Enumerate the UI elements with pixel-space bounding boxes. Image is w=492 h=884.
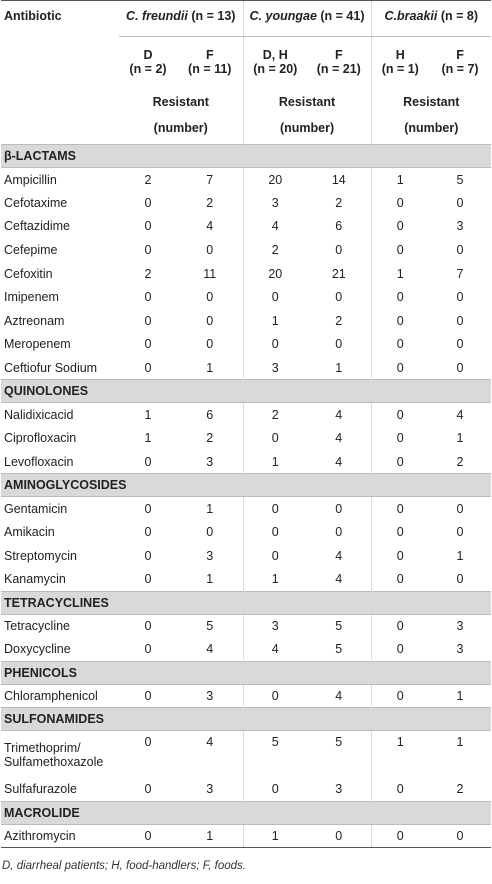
antibiotic-label: Cefotaxime [4, 195, 68, 210]
group-header-row [1, 591, 491, 614]
value-cell: 1 [177, 824, 243, 848]
value-cell: 1 [243, 567, 307, 591]
group-header-row [1, 474, 491, 497]
resistant-label: Resistant [278, 95, 336, 110]
value-cell: 0 [371, 567, 429, 591]
number-label: (number) [153, 121, 208, 136]
subgroup-code: F [334, 47, 343, 62]
number-label: (number) [404, 121, 459, 136]
value-cell: 0 [119, 824, 177, 848]
antibiotic-name [1, 285, 119, 309]
value-cell: 2 [206, 431, 214, 446]
value-cell: 3 [206, 782, 214, 797]
value-cell: 1 [206, 501, 214, 516]
value-cell: 2 [456, 454, 464, 469]
table-row [1, 731, 491, 778]
table-row [1, 520, 491, 544]
value-cell: 0 [144, 735, 152, 750]
value-cell: 0 [456, 243, 464, 258]
antibiotic-label: Streptomycin [4, 548, 77, 563]
table-row [1, 215, 491, 239]
table-row [1, 567, 491, 591]
antibiotic-name [1, 333, 119, 357]
antibiotic-name [1, 168, 119, 192]
subgroup-header [243, 37, 307, 87]
antibiotic-label: Imipenem [4, 290, 59, 305]
group-header-row [1, 801, 491, 824]
value-cell: 21 [331, 266, 346, 281]
value-cell: 2 [206, 195, 214, 210]
subgroup-n: (n = 1) [381, 61, 419, 76]
value-cell: 3 [456, 219, 464, 234]
species-name: C. youngae [249, 9, 317, 23]
antibiotic-name [1, 403, 119, 427]
value-cell: 1 [456, 431, 464, 446]
table-row [1, 824, 491, 848]
value-cell: 0 [456, 290, 464, 305]
antibiotic-name [1, 215, 119, 239]
antibiotic-name [1, 262, 119, 286]
value-cell: 2 [243, 238, 307, 262]
value-cell: 0 [335, 525, 343, 540]
value-cell: 1 [144, 431, 152, 446]
value-cell: 2 [456, 782, 464, 797]
value-cell: 0 [243, 544, 307, 568]
value-cell: 0 [243, 497, 307, 521]
antibiotic-label: Ceftazidime [4, 219, 70, 234]
species-n: (n = 41) [320, 9, 365, 23]
value-cell: 3 [335, 782, 343, 797]
value-cell: 0 [335, 290, 343, 305]
value-cell: 0 [243, 684, 307, 708]
antibiotic-label: Chloramphenicol [4, 688, 98, 703]
group-title: SULFONAMIDES [1, 708, 491, 731]
value-cell: 0 [371, 614, 429, 638]
antibiotic-name [1, 450, 119, 474]
antibiotic-name [1, 778, 119, 802]
antibiotic-name [1, 824, 119, 848]
resistant-header [243, 87, 371, 145]
group-title: MACROLIDE [1, 801, 491, 824]
table-row [1, 638, 491, 662]
antibiotic-header: Antibiotic [1, 1, 119, 37]
value-cell: 0 [144, 243, 152, 258]
value-cell: 4 [206, 642, 214, 657]
subgroup-header [371, 37, 429, 87]
table-row [1, 614, 491, 638]
value-cell: 1 [371, 262, 429, 286]
antibiotic-label: Kanamycin [4, 571, 66, 586]
value-cell: 3 [206, 548, 214, 563]
value-cell: 0 [456, 195, 464, 210]
subgroup-header [119, 37, 177, 87]
table-row [1, 168, 491, 192]
antibiotic-label: Sulfafurazole [4, 782, 77, 797]
empty-cell [1, 37, 119, 87]
antibiotic-name [1, 731, 119, 778]
subgroup-n: (n = 21) [316, 61, 361, 76]
group-header-row [1, 708, 491, 731]
value-cell: 1 [456, 688, 464, 703]
value-cell: 3 [456, 619, 464, 634]
value-cell: 4 [335, 571, 343, 586]
table-row [1, 497, 491, 521]
value-cell: 4 [243, 215, 307, 239]
value-cell: 4 [335, 407, 343, 422]
antibiotic-label: Gentamicin [4, 501, 68, 516]
value-cell: 1 [243, 824, 307, 848]
table-row [1, 778, 491, 802]
subgroup-n: (n = 2) [129, 61, 167, 76]
value-cell: 5 [335, 735, 343, 750]
value-cell: 0 [456, 501, 464, 516]
value-cell: 0 [456, 337, 464, 352]
antibiotic-label: Trimethoprim/ [4, 740, 81, 755]
value-cell: 1 [335, 360, 343, 375]
value-cell: 1 [144, 407, 152, 422]
value-cell: 0 [206, 337, 214, 352]
group-title: QUINOLONES [1, 380, 491, 403]
value-cell: 0 [144, 501, 152, 516]
group-header-row [1, 661, 491, 684]
table-row [1, 403, 491, 427]
value-cell: 0 [144, 525, 152, 540]
group-header-row [1, 380, 491, 403]
resistant-header [119, 87, 243, 145]
subgroup-header-row [1, 37, 491, 87]
value-cell: 0 [456, 360, 464, 375]
value-cell: 0 [243, 520, 307, 544]
value-cell: 0 [371, 544, 429, 568]
value-cell: 0 [144, 360, 152, 375]
antibiotic-label: Levofloxacin [4, 454, 74, 469]
value-cell: 20 [243, 168, 307, 192]
antibiotic-label: Tetracycline [4, 619, 70, 634]
resistant-header-row [1, 87, 491, 145]
value-cell: 0 [371, 309, 429, 333]
empty-cell [1, 87, 119, 145]
value-cell: 4 [335, 548, 343, 563]
value-cell: 4 [206, 219, 214, 234]
subgroup-header [177, 37, 243, 87]
value-cell: 0 [144, 688, 152, 703]
table-row [1, 191, 491, 215]
antibiotic-name [1, 614, 119, 638]
value-cell: 0 [371, 684, 429, 708]
group-title: AMINOGLYCOSIDES [1, 474, 491, 497]
antibiotic-label: Nalidixicacid [4, 407, 74, 422]
value-cell: 1 [243, 309, 307, 333]
value-cell: 1 [243, 450, 307, 474]
value-cell: 0 [144, 195, 152, 210]
value-cell: 0 [371, 824, 429, 848]
value-cell: 0 [371, 191, 429, 215]
subgroup-code: D, H [262, 47, 288, 62]
subgroup-n: (n = 11) [188, 61, 232, 76]
antibiotic-label: Meropenem [4, 337, 71, 352]
subgroup-code: F [456, 47, 464, 62]
value-cell: 0 [456, 525, 464, 540]
value-cell: 3 [456, 642, 464, 657]
value-cell: 1 [371, 731, 429, 778]
group-title: TETRACYCLINES [1, 591, 491, 614]
antibiotic-label: Ceftiofur Sodium [4, 360, 98, 375]
value-cell: 0 [371, 403, 429, 427]
value-cell: 7 [206, 172, 214, 187]
antibiotic-name [1, 638, 119, 662]
value-cell: 0 [307, 824, 371, 848]
antibiotic-name [1, 191, 119, 215]
species-header [119, 1, 243, 37]
value-cell: 0 [456, 571, 464, 586]
antibiotic-name [1, 544, 119, 568]
value-cell: 4 [456, 407, 464, 422]
value-cell: 0 [371, 333, 429, 357]
value-cell: 0 [206, 243, 214, 258]
subgroup-code: D [143, 47, 153, 62]
value-cell: 3 [206, 688, 214, 703]
value-cell: 4 [335, 688, 343, 703]
value-cell: 0 [144, 313, 152, 328]
value-cell: 4 [206, 735, 214, 750]
table-row [1, 356, 491, 380]
subgroup-n: (n = 20) [253, 61, 298, 76]
footnote: D, diarrheal patients; H, food-handlers; F, foods. [2, 860, 246, 873]
value-cell: 0 [144, 571, 152, 586]
subgroup-n: (n = 7) [441, 61, 479, 76]
value-cell: 0 [371, 497, 429, 521]
antibiotic-label: Amikacin [4, 525, 55, 540]
value-cell: 0 [429, 824, 491, 848]
value-cell: 0 [371, 215, 429, 239]
antibiotic-label: Ampicillin [4, 172, 57, 187]
antibiotic-name [1, 238, 119, 262]
number-label: (number) [279, 121, 335, 136]
value-cell: 3 [243, 191, 307, 215]
value-cell: 0 [144, 782, 152, 797]
antibiotic-label: Ciprofloxacin [4, 431, 77, 446]
value-cell: 5 [243, 731, 307, 778]
antibiotic-name [1, 520, 119, 544]
value-cell: 1 [456, 735, 464, 750]
value-cell: 0 [144, 454, 152, 469]
antibiotic-name [1, 497, 119, 521]
species-header [243, 1, 371, 37]
value-cell: 0 [371, 426, 429, 450]
value-cell: 2 [144, 172, 152, 187]
table-row [1, 544, 491, 568]
antibiotic-label: Cefoxitin [4, 266, 53, 281]
antibiotic-label: Sulfamethoxazole [4, 754, 104, 769]
table-row [1, 450, 491, 474]
table-body [1, 1, 491, 848]
value-cell: 0 [144, 337, 152, 352]
value-cell: 0 [144, 219, 152, 234]
resistant-label: Resistant [152, 95, 209, 110]
value-cell: 0 [371, 356, 429, 380]
resistant-header [371, 87, 491, 145]
value-cell: 2 [243, 403, 307, 427]
value-cell: 0 [371, 520, 429, 544]
table-row [1, 684, 491, 708]
value-cell: 5 [335, 619, 343, 634]
table-row [1, 262, 491, 286]
antibiotic-label: Doxycycline [4, 642, 71, 657]
value-cell: 0 [371, 238, 429, 262]
value-cell: 4 [335, 454, 343, 469]
value-cell: 0 [144, 642, 152, 657]
value-cell: 20 [243, 262, 307, 286]
value-cell: 6 [206, 407, 214, 422]
table-row [1, 333, 491, 357]
value-cell: 11 [203, 266, 217, 281]
antibiotic-name [1, 567, 119, 591]
subgroup-code: H [395, 47, 405, 62]
value-cell: 4 [243, 638, 307, 662]
group-title: PHENICOLS [1, 661, 491, 684]
resistance-table [1, 0, 491, 848]
value-cell: 0 [371, 638, 429, 662]
species-n: (n = 13) [191, 9, 236, 23]
antibiotic-name [1, 309, 119, 333]
species-header [371, 1, 491, 37]
value-cell: 3 [243, 356, 307, 380]
value-cell: 3 [243, 614, 307, 638]
value-cell: 0 [243, 426, 307, 450]
species-name: C.braakii [384, 9, 438, 23]
value-cell: 0 [243, 778, 307, 802]
value-cell: 1 [371, 168, 429, 192]
value-cell: 0 [144, 290, 152, 305]
value-cell: 0 [456, 313, 464, 328]
antibiotic-label: Cefepime [4, 243, 58, 258]
value-cell: 1 [456, 548, 464, 563]
value-cell: 0 [243, 285, 307, 309]
antibiotic-label: Aztreonam [4, 313, 65, 328]
value-cell: 0 [144, 619, 152, 634]
value-cell: 0 [144, 548, 152, 563]
subgroup-header [429, 37, 491, 87]
value-cell: 4 [335, 431, 343, 446]
value-cell: 0 [243, 333, 307, 357]
value-cell: 2 [335, 313, 343, 328]
value-cell: 2 [335, 195, 343, 210]
value-cell: 0 [206, 290, 214, 305]
table-row [1, 426, 491, 450]
subgroup-header [307, 37, 371, 87]
resistant-label: Resistant [403, 95, 460, 110]
value-cell: 3 [206, 454, 214, 469]
value-cell: 0 [371, 778, 429, 802]
species-header-row [1, 1, 491, 37]
table-row [1, 309, 491, 333]
value-cell: 0 [335, 243, 343, 258]
group-header-row [1, 145, 491, 168]
value-cell: 0 [371, 285, 429, 309]
antibiotic-label: Azithromycin [4, 829, 76, 844]
subgroup-code: F [205, 47, 214, 62]
value-cell: 1 [206, 360, 214, 375]
table-row [1, 238, 491, 262]
table-row [1, 285, 491, 309]
value-cell: 0 [206, 525, 214, 540]
value-cell: 5 [206, 619, 214, 634]
value-cell: 2 [144, 266, 152, 281]
antibiotic-name [1, 426, 119, 450]
species-n: (n = 8) [440, 9, 479, 23]
antibiotic-name [1, 356, 119, 380]
value-cell: 0 [335, 501, 343, 516]
value-cell: 7 [456, 266, 464, 281]
value-cell: 0 [206, 313, 214, 328]
value-cell: 5 [335, 642, 343, 657]
species-name: C. freundii [126, 9, 188, 23]
antibiotic-name [1, 684, 119, 708]
value-cell: 0 [371, 450, 429, 474]
value-cell: 0 [335, 337, 343, 352]
value-cell: 5 [456, 172, 464, 187]
value-cell: 1 [206, 571, 214, 586]
value-cell: 14 [331, 172, 346, 187]
group-title: β-LACTAMS [1, 145, 491, 168]
value-cell: 6 [335, 219, 343, 234]
